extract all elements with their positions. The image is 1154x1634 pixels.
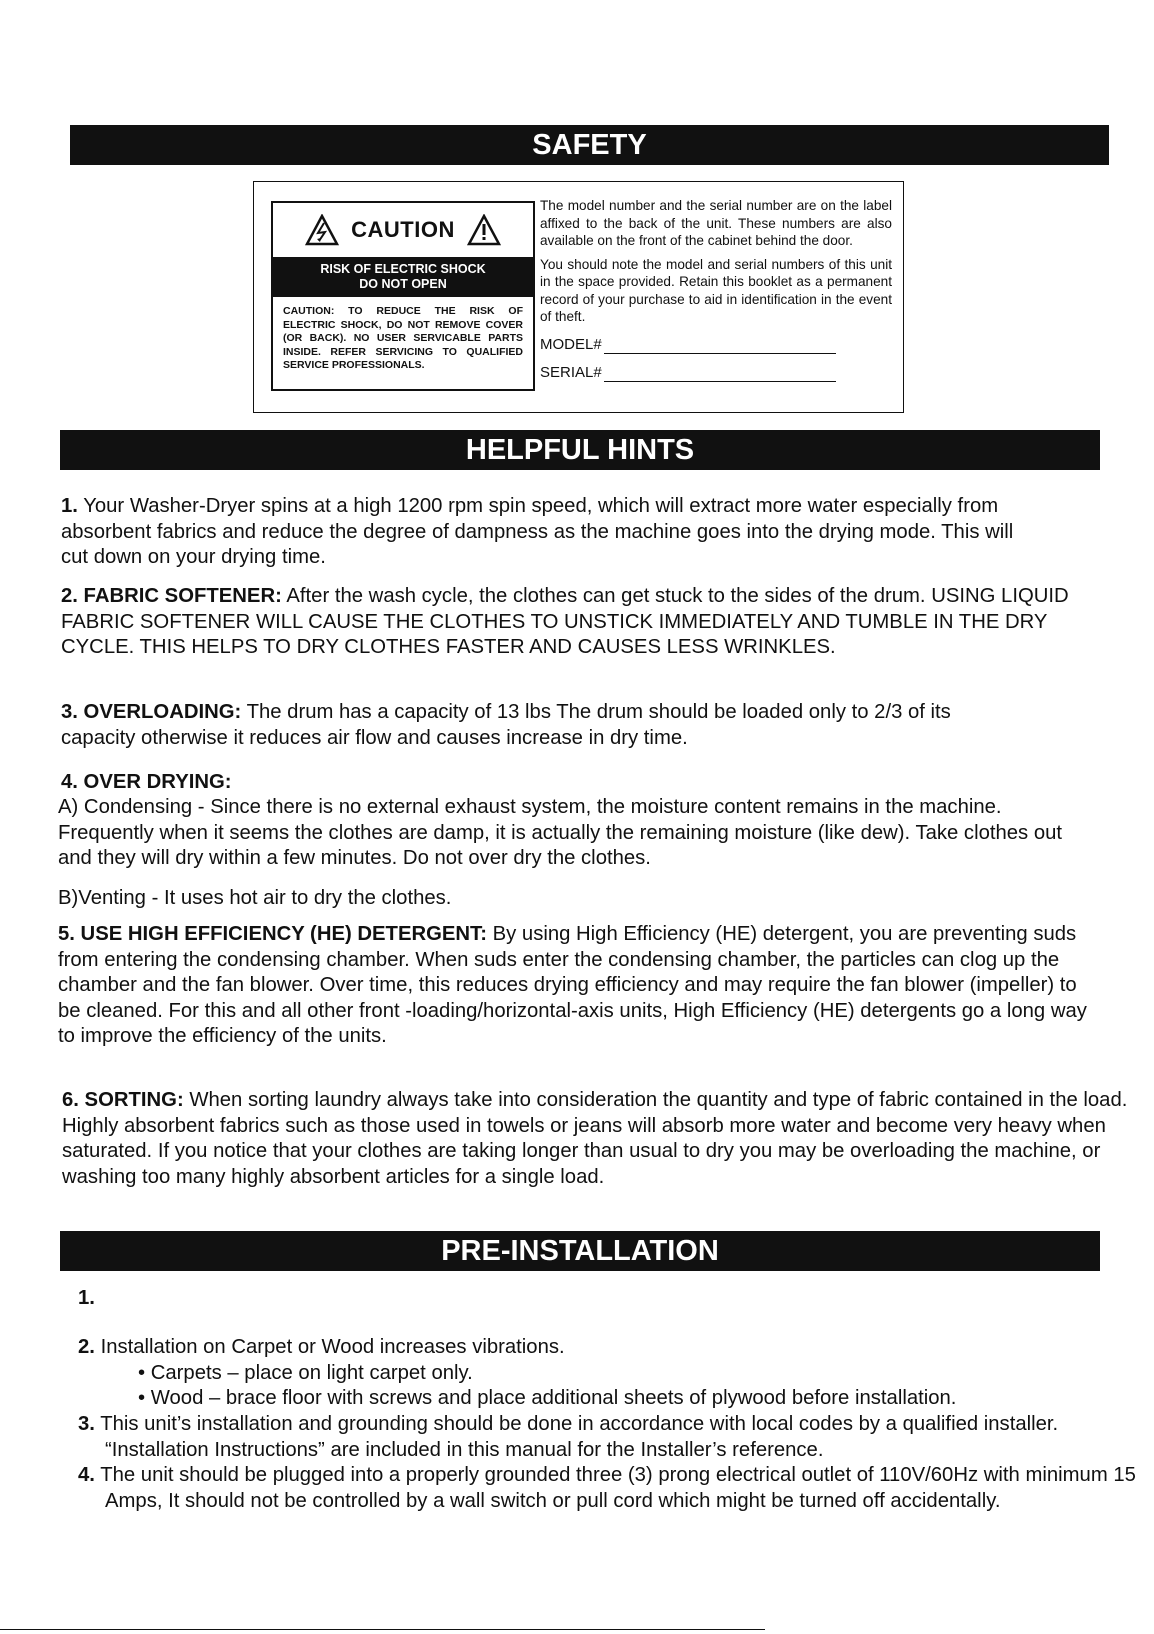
hint-5-heading: 5. USE HIGH EFFICIENCY (HE) DETERGENT: bbox=[58, 923, 487, 945]
pre-item-1 bbox=[78, 1286, 95, 1312]
hint-4a-text: A) Condensing - Since there is no external exhaust system, the moisture content remains in the machine. Frequently when it seems the clothes are damp, it is actually the remaining moisture (like dew). Take clothes out and they will dry within a few minutes. Do not over dry the clothes. bbox=[58, 796, 1063, 869]
caution-title: CAUTION bbox=[351, 217, 455, 242]
caution-text: CAUTION: TO REDUCE THE RISK OF ELECTRIC SHOCK, DO NOT REMOVE COVER (OR BACK). NO USER SERVICABLE PARTS INSIDE. REFER SERVICING TO QUALIFIED SERVICE PROFESSIONALS. bbox=[283, 305, 523, 371]
pre-item-2-bullet-wood: • Wood – brace floor with screws and place additional sheets of plywood before installation. bbox=[138, 1387, 957, 1409]
serial-field bbox=[540, 362, 892, 382]
pre-item-4-number: 4. bbox=[78, 1464, 95, 1486]
hint-4-heading bbox=[61, 770, 232, 796]
section-header-safety: SAFETY bbox=[70, 125, 1109, 165]
pre-item-3 bbox=[78, 1412, 1145, 1463]
risk-line-2: DO NOT OPEN bbox=[359, 277, 447, 291]
model-label: MODEL# bbox=[540, 336, 602, 353]
electric-shock-warning-icon bbox=[305, 214, 339, 246]
safety-info-p1: The model number and the serial number are on the label affixed to the back of the unit. These numbers are also available on the front of the cabinet behind the door. bbox=[540, 198, 892, 248]
hint-1 bbox=[61, 494, 1021, 571]
hint-6 bbox=[62, 1088, 1132, 1190]
serial-label: SERIAL# bbox=[540, 364, 602, 381]
hint-2 bbox=[61, 584, 1101, 661]
safety-notice-box bbox=[253, 181, 904, 413]
hint-5 bbox=[58, 922, 1103, 1050]
pre-item-4-text: The unit should be plugged into a properly grounded three (3) prong electrical outlet of 110V/60Hz with minimum 15 Amps, It should not be controlled by a wall switch or pull cord which might be turned off accidentally. bbox=[100, 1464, 1136, 1512]
risk-line-1: RISK OF ELECTRIC SHOCK bbox=[320, 262, 486, 276]
risk-banner bbox=[273, 257, 533, 297]
pre-item-3-number: 3. bbox=[78, 1413, 95, 1435]
model-blank-line bbox=[604, 341, 836, 354]
exclamation-warning-icon bbox=[467, 214, 501, 246]
hint-5-text: By using High Efficiency (HE) detergent, you are preventing suds from entering the condensing chamber. When suds enter the condensing chamber, the particles can clog up the chamber and the fan blower. Over time, this reduces drying efficiency and may require the fan blower (impeller) to be cleaned. For this and all other front -loading/horizontal-axis units, High Efficiency (HE) detergents go a long way to improve the efficiency of the units. bbox=[58, 923, 1087, 1047]
pre-item-4 bbox=[78, 1463, 1145, 1514]
section-header-pre-installation: PRE-INSTALLATION bbox=[60, 1231, 1100, 1271]
hint-4b-text: B)Venting - It uses hot air to dry the clothes. bbox=[58, 887, 452, 909]
bottom-rule bbox=[0, 1629, 765, 1630]
hint-2-heading: 2. FABRIC SOFTENER: bbox=[61, 585, 282, 607]
pre-item-3-text: This unit’s installation and grounding should be done in accordance with local codes by a qualified installer. “Installation Instructions” are included in this manual for the Installer’s reference. bbox=[100, 1413, 1059, 1461]
hint-3 bbox=[61, 700, 961, 751]
pre-item-1-number: 1. bbox=[78, 1287, 95, 1309]
serial-blank-line bbox=[604, 369, 836, 382]
section-header-helpful-hints: HELPFUL HINTS bbox=[60, 430, 1100, 470]
safety-info-p2: You should note the model and serial numbers of this unit in the space provided. Retain this booklet as a permanent record of your purchase to aid in identification in the event of theft. bbox=[540, 256, 892, 324]
hint-6-heading: 6. SORTING: bbox=[62, 1089, 184, 1111]
safety-info bbox=[540, 197, 892, 382]
hint-2-text: After the wash cycle, the clothes can get stuck to the sides of the drum. USING LIQUID FABRIC SOFTENER WILL CAUSE THE CLOTHES TO UNSTICK IMMEDIATELY AND TUMBLE IN THE DRY CYCLE. THIS HELPS TO DRY CLOTHES FASTER AND CAUSES LESS WRINKLES. bbox=[61, 585, 1069, 658]
hint-3-heading: 3. OVERLOADING: bbox=[61, 701, 242, 723]
hint-1-number: 1. bbox=[61, 495, 78, 517]
hint-1-text: Your Washer-Dryer spins at a high 1200 rpm spin speed, which will extract more water especially from absorbent fabrics and reduce the degree of dampness as the machine goes into the drying mode. This will cut down on your drying time. bbox=[61, 495, 1014, 568]
pre-item-2 bbox=[78, 1335, 1128, 1412]
pre-item-2-bullet-carpets: • Carpets – place on light carpet only. bbox=[138, 1361, 473, 1384]
caution-label bbox=[271, 201, 535, 391]
hint-6-text: When sorting laundry always take into consideration the quantity and type of fabric contained in the load. Highly absorbent fabrics such as those used in towels or jeans will absorb more water and become very heavy when saturated. If you notice that your clothes are taking longer than usual to dry you may be overloading the machine, or washing too many highly absorbent articles for a single load. bbox=[62, 1089, 1128, 1188]
hint-3-text: The drum has a capacity of 13 lbs The drum should be loaded only to 2/3 of its capacity otherwise it reduces air flow and causes increase in dry time. bbox=[61, 701, 951, 749]
pre-item-2-text: Installation on Carpet or Wood increases vibrations. bbox=[100, 1336, 565, 1358]
hint-4-heading-text: 4. OVER DRYING: bbox=[61, 771, 232, 793]
pre-item-2-number: 2. bbox=[78, 1336, 95, 1358]
model-field bbox=[540, 334, 892, 354]
caution-header bbox=[273, 203, 533, 257]
